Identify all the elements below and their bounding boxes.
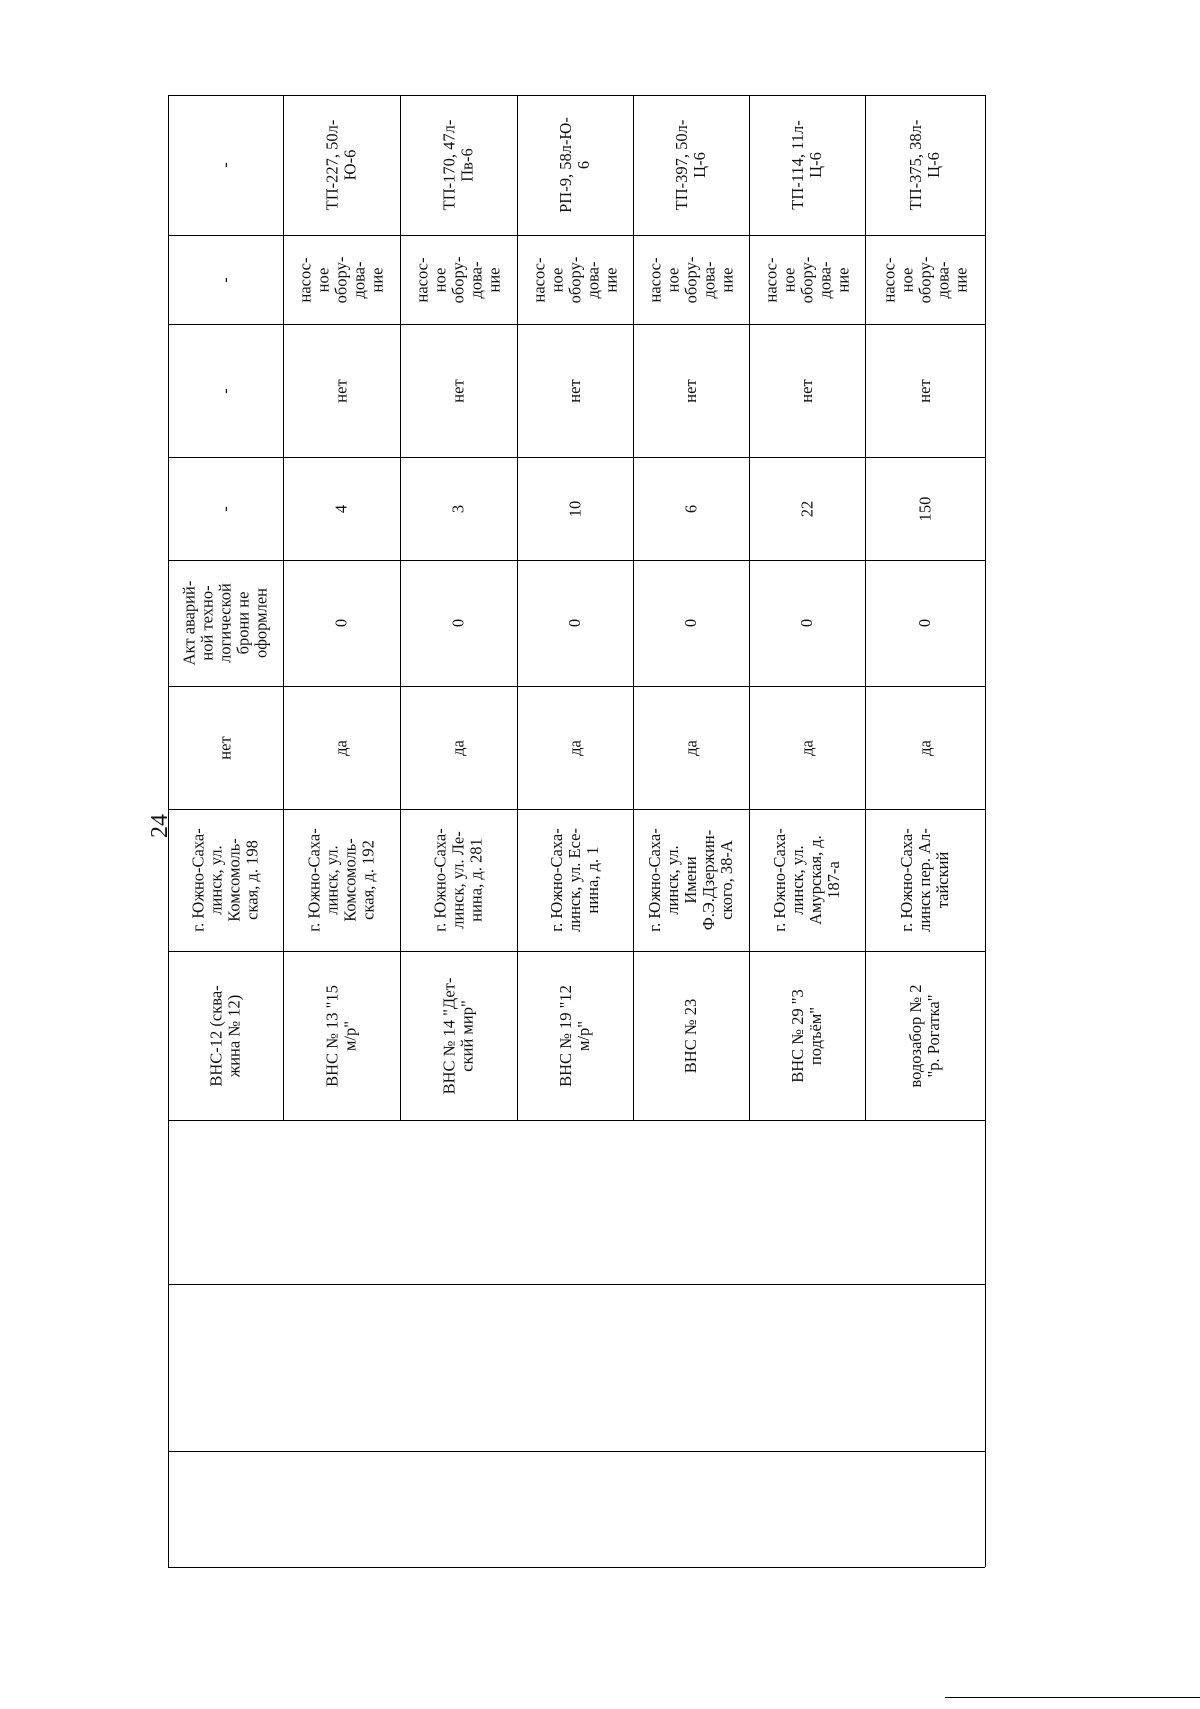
table-cell-substation bbox=[865, 95, 985, 235]
table-cell-address bbox=[865, 809, 985, 951]
cell-text-act: 0 bbox=[448, 618, 468, 628]
cell-text-flag: да bbox=[331, 739, 351, 756]
cell-text-object: ВНС № 23 bbox=[681, 998, 700, 1073]
blank-band-border bbox=[168, 1120, 985, 1121]
table-cell-substation bbox=[517, 95, 633, 235]
table-cell-object bbox=[633, 951, 749, 1120]
table-cell-availability bbox=[633, 324, 749, 457]
cell-text-availability: - bbox=[215, 387, 235, 394]
cell-text-address: г. Южно-Саха- линск, ул. Ле- нина, д. 281 bbox=[430, 828, 486, 932]
cell-text-substation: ТП-375, 38л- Ц-6 bbox=[906, 119, 943, 211]
table-cell-object bbox=[283, 951, 400, 1120]
cell-text-equipment: насос- ное обору- дова- ние bbox=[761, 256, 852, 303]
cell-text-flag: да bbox=[681, 739, 700, 756]
table-cell-equipment bbox=[168, 235, 283, 324]
cell-text-flag: нет bbox=[215, 735, 235, 760]
table-cell-act bbox=[168, 560, 283, 686]
table-cell-quantity bbox=[400, 457, 517, 560]
table-cell-act bbox=[633, 560, 749, 686]
table-cell-quantity bbox=[283, 457, 400, 560]
cell-text-object: ВНС-12 (сква- жина № 12) bbox=[206, 984, 244, 1087]
table-cell-substation bbox=[400, 95, 517, 235]
cell-text-flag: да bbox=[565, 739, 584, 756]
table-cell-flag bbox=[168, 686, 283, 809]
table-cell-availability bbox=[865, 324, 985, 457]
page-number: 24 bbox=[147, 814, 173, 838]
table-cell-flag bbox=[283, 686, 400, 809]
cell-text-act: Акт аварий- ной техно- логической брони не оформлен bbox=[179, 580, 271, 666]
table-cell-quantity bbox=[168, 457, 283, 560]
table-cell-address bbox=[168, 809, 283, 951]
table-bottom-border bbox=[168, 1567, 985, 1568]
cell-text-address: г. Южно-Саха- линск пер. Ал- тайский bbox=[897, 828, 952, 932]
table-cell-address bbox=[400, 809, 517, 951]
page-edge-line bbox=[945, 1697, 1200, 1698]
table-cell-flag bbox=[865, 686, 985, 809]
table-cell-quantity bbox=[633, 457, 749, 560]
table-cell-flag bbox=[633, 686, 749, 809]
cell-text-act: 0 bbox=[797, 618, 816, 628]
table-cell-object bbox=[749, 951, 865, 1120]
cell-text-equipment: насос- ное обору- дова- ние bbox=[295, 256, 387, 303]
cell-text-availability: нет bbox=[448, 378, 468, 403]
cell-text-availability: нет bbox=[331, 378, 351, 403]
cell-text-availability: нет bbox=[797, 378, 816, 403]
cell-text-availability: нет bbox=[565, 378, 584, 403]
cell-text-quantity: - bbox=[215, 505, 235, 512]
cell-text-address: г. Южно-Саха- линск, ул. Комсомоль- ская, д. 192 bbox=[304, 828, 378, 932]
cell-text-address: г. Южно-Саха- линск, ул. Имени Ф.Э.Дзержин- ского, 38-А bbox=[645, 828, 736, 932]
cell-text-flag: да bbox=[915, 739, 934, 756]
cell-text-substation: - bbox=[215, 162, 235, 168]
table-cell-address bbox=[749, 809, 865, 951]
table-cell-equipment bbox=[633, 235, 749, 324]
table-cell-flag bbox=[517, 686, 633, 809]
table-cell-quantity bbox=[749, 457, 865, 560]
cell-text-flag: да bbox=[797, 739, 816, 756]
cell-text-quantity: 6 bbox=[681, 504, 700, 513]
table-cell-address bbox=[283, 809, 400, 951]
table-cell-act bbox=[400, 560, 517, 686]
cell-text-flag: да bbox=[448, 739, 468, 756]
cell-text-object: ВНС № 19 "12 м/р" bbox=[556, 984, 593, 1087]
table-cell-act bbox=[283, 560, 400, 686]
cell-text-quantity: 22 bbox=[797, 500, 816, 517]
cell-text-act: 0 bbox=[681, 618, 700, 628]
cell-text-object: ВНС № 13 "15 м/р" bbox=[322, 984, 360, 1087]
cell-text-act: 0 bbox=[565, 618, 584, 628]
table-cell-act bbox=[517, 560, 633, 686]
cell-text-object: ВНС № 14 "Дет- ский мир" bbox=[439, 977, 477, 1094]
cell-text-substation: ТП-227, 50л- Ю-6 bbox=[322, 119, 360, 211]
cell-text-equipment: насос- ное обору- дова- ние bbox=[529, 256, 620, 303]
cell-text-quantity: 10 bbox=[565, 500, 584, 517]
table-column-border bbox=[985, 95, 986, 1567]
cell-text-object: водозабор № 2 "р. Рогатка" bbox=[906, 983, 943, 1088]
table-cell-availability bbox=[400, 324, 517, 457]
table-cell-act bbox=[865, 560, 985, 686]
table-cell-availability bbox=[749, 324, 865, 457]
cell-text-equipment: - bbox=[215, 276, 235, 283]
table-cell-act bbox=[749, 560, 865, 686]
table-cell-object bbox=[517, 951, 633, 1120]
table-cell-address bbox=[517, 809, 633, 951]
table-cell-flag bbox=[749, 686, 865, 809]
cell-text-quantity: 4 bbox=[331, 504, 351, 513]
cell-text-equipment: насос- ное обору- дова- ние bbox=[645, 256, 736, 303]
cell-text-substation: ТП-114, 11л- Ц-6 bbox=[788, 120, 825, 210]
table-cell-substation bbox=[633, 95, 749, 235]
table-cell-object bbox=[400, 951, 517, 1120]
blank-area bbox=[170, 1122, 983, 1565]
cell-text-availability: нет bbox=[915, 378, 934, 403]
table-cell-equipment bbox=[749, 235, 865, 324]
table-cell-availability bbox=[283, 324, 400, 457]
table-cell-substation bbox=[283, 95, 400, 235]
table-cell-substation bbox=[749, 95, 865, 235]
table-cell-flag bbox=[400, 686, 517, 809]
cell-text-equipment: насос- ное обору- дова- ние bbox=[879, 256, 970, 303]
cell-text-quantity: 3 bbox=[448, 504, 468, 513]
table-cell-availability bbox=[517, 324, 633, 457]
table-cell-equipment bbox=[865, 235, 985, 324]
data-table bbox=[168, 95, 985, 1567]
cell-text-object: ВНС № 29 "3 подъём" bbox=[788, 988, 825, 1083]
cell-text-substation: ТП-397, 50л- Ц-6 bbox=[672, 119, 709, 211]
table-cell-substation bbox=[168, 95, 283, 235]
cell-text-act: 0 bbox=[915, 618, 934, 628]
table-cell-equipment bbox=[517, 235, 633, 324]
table-cell-address bbox=[633, 809, 749, 951]
cell-text-act: 0 bbox=[331, 618, 351, 628]
cell-text-equipment: насос- ное обору- дова- ние bbox=[412, 256, 504, 303]
cell-text-quantity: 150 bbox=[915, 496, 934, 521]
table-cell-quantity bbox=[517, 457, 633, 560]
table-cell-availability bbox=[168, 324, 283, 457]
table-cell-object bbox=[168, 951, 283, 1120]
cell-text-address: г. Южно-Саха- линск, ул. Амурская, д. 187-а bbox=[770, 828, 843, 932]
cell-text-address: г. Южно-Саха- линск, ул. Комсомоль- ская, д. 198 bbox=[188, 828, 262, 932]
cell-text-substation: РП-9, 58л-Ю- 6 bbox=[556, 117, 593, 213]
cell-text-availability: нет bbox=[681, 378, 700, 403]
table-cell-quantity bbox=[865, 457, 985, 560]
cell-text-substation: ТП-170, 47л- Пв-6 bbox=[439, 119, 477, 211]
cell-text-address: г. Южно-Саха- линск, ул. Есе- нина, д. 1 bbox=[547, 828, 602, 932]
table-cell-object bbox=[865, 951, 985, 1120]
table-cell-equipment bbox=[400, 235, 517, 324]
table-cell-equipment bbox=[283, 235, 400, 324]
